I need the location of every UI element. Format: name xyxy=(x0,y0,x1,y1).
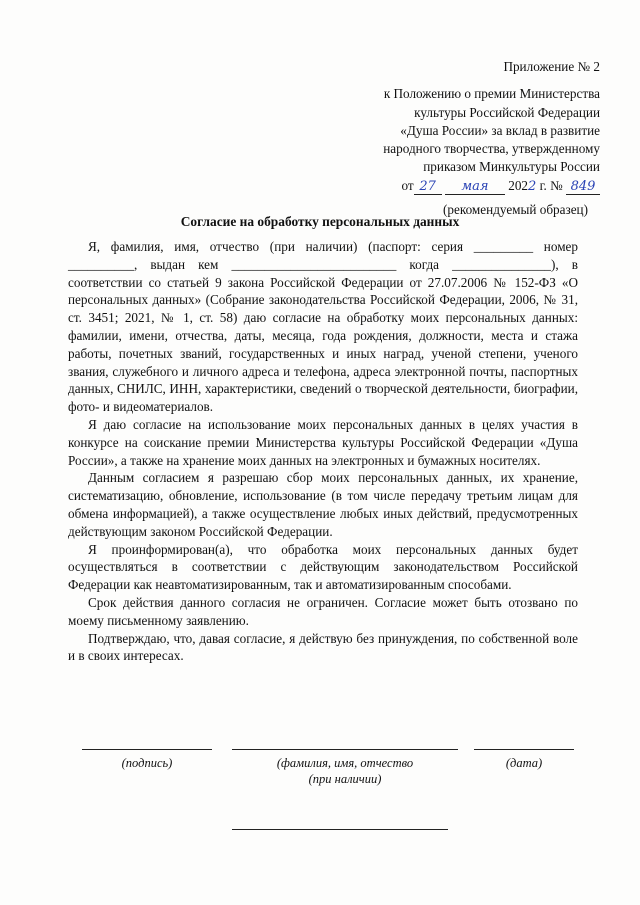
order-number-field xyxy=(566,179,600,195)
handwritten-month: мая xyxy=(461,178,489,194)
paragraph-informed: Я проинформирован(а), что обработка моих персональных данных будет осуществляться в соответствии с действующим законодательством Российской Федерации как неавтоматизированным, так и автоматизированным способами. xyxy=(68,541,578,593)
full-name-caption-line2: (при наличии) xyxy=(308,772,382,786)
appendix-header xyxy=(300,58,600,219)
paragraph-term: Срок действия данного согласия не ограничен. Согласие может быть отозвано по моему письменному заявлению. xyxy=(68,594,578,628)
date-year-suffix: г. № xyxy=(536,177,563,193)
date-day-field xyxy=(414,179,442,195)
signature-caption: (подпись) xyxy=(121,756,173,770)
regulation-reference-3: «Душа России» за вклад в развитие xyxy=(400,122,600,138)
consent-body xyxy=(68,238,578,665)
date-caption: (дата) xyxy=(505,756,543,770)
signature-block xyxy=(0,735,640,795)
full-name-line[interactable] xyxy=(232,749,458,750)
full-name-caption xyxy=(232,755,458,787)
regulation-reference-4: народного творчества, утвержденному xyxy=(383,141,600,157)
document-title: Согласие на обработку персональных данных xyxy=(180,214,460,229)
order-date-line xyxy=(300,177,600,196)
handwritten-year-digit: 2 xyxy=(528,178,537,194)
signature-line[interactable] xyxy=(82,749,212,750)
date-year-prefix: 202 xyxy=(508,177,529,193)
date-line[interactable] xyxy=(474,749,574,750)
paragraph-permissions: Данным согласием я разрешаю сбор моих персональных данных, их хранение, систематизацию, обновление, использование (в том числе передачу третьим лицам для обмена информацией), а также осуществление любых иных действий, предусмотренных действующим законом Российской Федерации. xyxy=(68,470,578,539)
extra-signature-line[interactable] xyxy=(232,829,448,830)
full-name-caption-line1: (фамилия, имя, отчество xyxy=(276,756,414,770)
paragraph-confirmation: Подтверждаю, что, давая согласие, я действую без принуждения, по собственной воле и в своих интересах. xyxy=(68,630,578,664)
appendix-number: Приложение № 2 xyxy=(503,59,600,74)
handwritten-day: 27 xyxy=(419,178,436,194)
handwritten-order-number: 849 xyxy=(570,178,596,194)
date-prefix: от xyxy=(401,177,414,193)
paragraph-consent-scope: Я, фамилия, имя, отчество (при наличии) (паспорт: серия _________ номер __________, выдан кем _________________________ когда _______________), в соответствии со статьей 9 закона Российской Федерации от 27.07.2006 № 152-ФЗ «О персональных данных» (Собрание законодательства Российской Федерации, 2006, № 31, ст. 3451; 2021, № 1, ст. 58) даю согласие на обработку моих персональных данных: фамилии, имени, отчества, даты, месяца, года рождения, должности, места и стажа работы, почетных званий, государственных и иных наград, ученой степени, ученого звания, служебного и личного адреса и телефона, адреса электронной почты, паспортных данных, СНИЛС, ИНН, характеристики, сведений о творческой деятельности, биографии, фото- и видеоматериалов. xyxy=(68,239,578,415)
date-month-field xyxy=(445,179,505,195)
paragraph-purpose: Я даю согласие на использование моих персональных данных в целях участия в конкурсе на соискание премии Министерства культуры Российской Федерации «Душа России», а также на хранение моих данных на электронных и бумажных носителях. xyxy=(68,416,578,468)
regulation-reference: к Положению о премии Министерства xyxy=(383,86,600,102)
regulation-reference-2: культуры Российской Федерации xyxy=(414,104,600,120)
regulation-reference-5: приказом Минкультуры России xyxy=(423,159,600,175)
sample-note: (рекомендуемый образец) xyxy=(443,202,588,218)
